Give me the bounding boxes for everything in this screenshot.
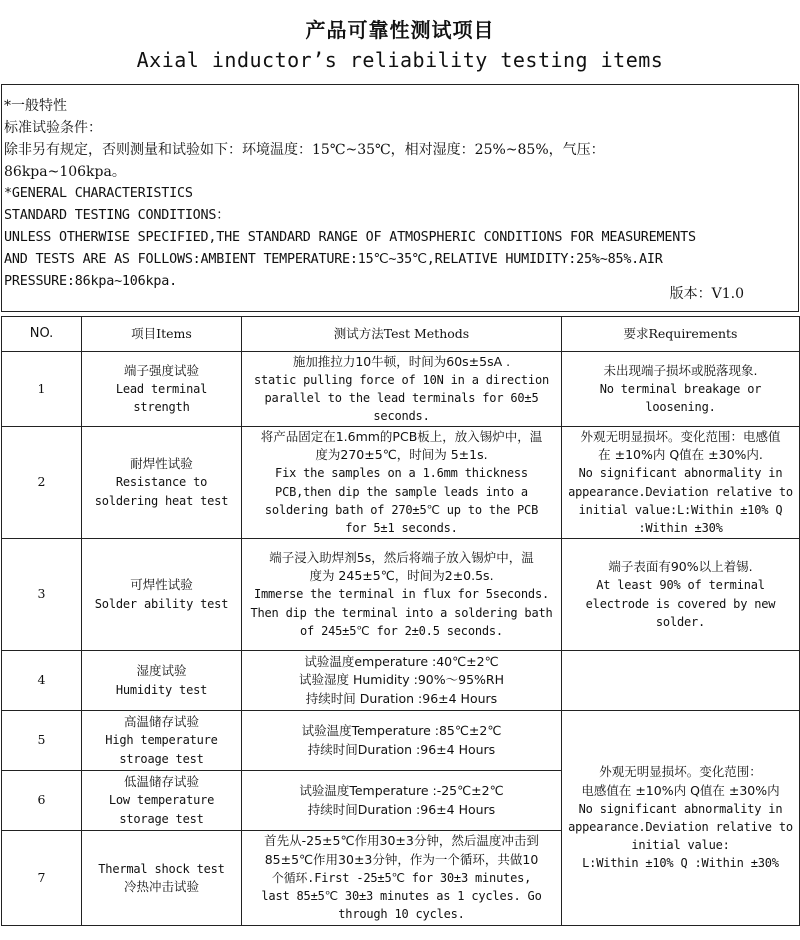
method-line: for 5±1 seconds. — [345, 520, 458, 535]
item-name-cn: 湿度试验 — [136, 663, 187, 679]
item-name-en: soldering heat test — [94, 493, 229, 508]
requirement-line: 电感值在 ±10%内 Q值在 ±30%内 — [581, 782, 780, 798]
row-number: 4 — [2, 651, 82, 711]
method-line: last 85±5℃ 30±3 minutes as 1 cycles. Go — [261, 889, 542, 904]
item-name-en: Solder ability test — [94, 596, 229, 611]
requirement-cell — [562, 427, 800, 539]
page-title-cn: 产品可靠性测试项目 — [305, 18, 495, 42]
item-name-en: Resistance to — [115, 475, 208, 490]
table-row — [2, 651, 800, 711]
method-line: 试验温度Temperature :85℃±2℃ — [301, 723, 502, 739]
requirement-cell — [562, 539, 800, 651]
general-en-line: PRESSURE:86kpa~106kpa. — [4, 274, 177, 289]
method-line: Immerse the terminal in flux for 5seconds. — [253, 587, 550, 602]
method-line: 首先从-25±5℃作用30±3分钟，然后温度冲击到 — [264, 833, 539, 849]
header-test-methods: 测试方法Test Methods — [242, 317, 562, 352]
method-line: seconds. — [373, 409, 430, 424]
requirement-line: 外观无明显损坏。变化范围：电感值 — [580, 428, 781, 444]
item-cell — [82, 651, 242, 711]
method-line: Fix the samples on a 1.6mm thickness — [275, 466, 528, 481]
item-name-cn: 可焊性试验 — [130, 577, 193, 593]
header-requirements: 要求Requirements — [562, 317, 800, 352]
method-line: 试验温度emperature :40℃±2℃ — [304, 654, 499, 670]
method-line: through 10 cycles. — [338, 907, 465, 922]
requirement-line: At least 90% of terminal — [596, 578, 765, 593]
item-cell — [82, 427, 242, 539]
item-cell — [82, 711, 242, 771]
table-header-row — [2, 317, 800, 352]
item-name-cn: 高温储存试验 — [123, 714, 199, 730]
item-name-cn: 低温储存试验 — [123, 774, 199, 790]
requirement-line: solder. — [655, 614, 706, 629]
requirement-cell — [562, 352, 800, 427]
method-line: soldering bath of 270±5℃ up to the PCB — [264, 502, 539, 517]
method-line: of 245±5℃ for 2±0.5 seconds. — [300, 623, 503, 638]
requirement-line: initial value:L:Within ±10% Q — [578, 502, 783, 517]
requirement-line: 在 ±10%内 Q值在 ±30%内. — [598, 447, 763, 463]
item-cell — [82, 539, 242, 651]
method-cell — [242, 539, 562, 651]
method-cell — [242, 651, 562, 711]
method-line: 将产品固定在1.6mm的PCB板上，放入锡炉中，温 — [260, 428, 543, 444]
general-cn-line: 除非另有规定，否则测量和试验如下：环境温度：15℃~35℃，相对湿度：25%~85%，气压： — [4, 142, 605, 158]
method-line: Then dip the terminal into a soldering bath — [250, 605, 553, 620]
method-line: 试验温度Temperature :-25℃±2℃ — [299, 783, 504, 799]
method-line: 施加推拉力10牛顿，时间为60s±5sA . — [292, 353, 511, 369]
page-title-en: Axial inductor’s reliability testing items — [136, 48, 664, 72]
requirement-line: 未出现端子损坏或脱落现象. — [603, 362, 758, 378]
item-name-cn: 冷热冲击试验 — [123, 879, 199, 894]
table-row — [2, 539, 800, 651]
row-number: 3 — [2, 539, 82, 651]
item-name-cn: 端子强度试验 — [123, 362, 199, 378]
method-line: 试验湿度 Humidity :90%～95%RH — [299, 672, 504, 688]
general-cn-line: 标准试验条件： — [4, 120, 102, 136]
item-name-en: stroage test — [119, 751, 204, 766]
method-line: 端子浸入助焊剂5s，然后将端子放入锡炉中，温 — [269, 549, 534, 565]
method-cell — [242, 427, 562, 539]
requirement-line: 端子表面有90%以上着锡. — [608, 559, 753, 575]
general-cn-line: *一般特性 — [4, 98, 67, 114]
row-number: 6 — [2, 771, 82, 831]
method-cell — [242, 352, 562, 427]
item-name-en: High temperature — [105, 733, 218, 748]
method-line: 度为270±5℃，时间为 5±1s. — [315, 447, 488, 463]
requirement-line: No terminal breakage or — [599, 381, 762, 396]
method-cell — [242, 771, 562, 831]
row-number: 2 — [2, 427, 82, 539]
item-cell — [82, 771, 242, 831]
reliability-test-table — [1, 316, 800, 926]
table-row — [2, 352, 800, 427]
method-line: static pulling force of 10N in a direction — [253, 372, 550, 387]
method-line: 持续时间Duration :96±4 Hours — [307, 801, 496, 817]
shared-requirement-cell — [562, 711, 800, 926]
header-items: 项目Items — [82, 317, 242, 352]
method-line: PCB,then dip the sample leads into a — [275, 484, 528, 499]
requirement-line: L:Within ±10% Q :Within ±30% — [582, 856, 779, 871]
general-en-line: *GENERAL CHARACTERISTICS — [4, 186, 193, 201]
item-name-en: storage test — [119, 811, 204, 826]
item-name-en: strength — [133, 400, 190, 415]
item-name-en: Lead terminal — [115, 381, 208, 396]
item-cell — [82, 352, 242, 427]
method-line: 持续时间Duration :96±4 Hours — [307, 741, 496, 757]
method-cell — [242, 831, 562, 926]
method-line: 85±5℃作用30±3分钟，作为一个循环，共做10 — [264, 851, 539, 867]
requirement-line: appearance.Deviation relative to — [568, 820, 793, 834]
item-name-en: Thermal shock test — [98, 861, 225, 876]
requirement-line: :Within ±30% — [638, 520, 723, 535]
requirement-line: No significant abnormality in — [578, 801, 783, 816]
method-cell — [242, 711, 562, 771]
row-number: 7 — [2, 831, 82, 926]
general-en-line: UNLESS OTHERWISE SPECIFIED,THE STANDARD RANGE OF ATMOSPHERIC CONDITIONS FOR MEASUREMENTS — [4, 230, 696, 245]
header-no: NO. — [2, 317, 82, 352]
item-name-en: Humidity test — [115, 682, 208, 697]
requirement-cell-empty — [562, 651, 800, 711]
row-number: 5 — [2, 711, 82, 771]
requirement-line: loosening. — [645, 400, 716, 415]
requirement-line: electrode is covered by new — [585, 596, 776, 611]
general-characteristics-box — [1, 84, 799, 312]
general-cn-line: 86kpa~106kpa。 — [4, 164, 126, 180]
table-row — [2, 711, 800, 771]
requirement-line: No significant abnormality in — [578, 466, 783, 481]
method-line: parallel to the lead terminals for 60±5 — [264, 391, 539, 405]
item-name-en: Low temperature — [108, 793, 215, 808]
requirement-line: appearance.Deviation relative to — [568, 484, 793, 499]
item-name-cn: 耐焊性试验 — [130, 456, 193, 472]
general-en-line: AND TESTS ARE AS FOLLOWS:AMBIENT TEMPERATURE:15℃~35℃,RELATIVE HUMIDITY:25%~85%.AIR — [4, 252, 663, 267]
requirement-line: initial value: — [631, 838, 730, 853]
requirement-line: 外观无明显损坏。变化范围： — [599, 764, 762, 780]
method-line: 个循环.First -25±5℃ for 30±3 minutes, — [271, 870, 532, 885]
version-label: 版本：V1.0 — [669, 286, 744, 302]
item-cell — [82, 831, 242, 926]
general-en-line: STANDARD TESTING CONDITIONS： — [4, 208, 230, 223]
method-line: 持续时间 Duration :96±4 Hours — [305, 690, 498, 706]
row-number: 1 — [2, 352, 82, 427]
table-row — [2, 427, 800, 539]
method-line: 度为 245±5℃，时间为2±0.5s. — [309, 568, 494, 584]
